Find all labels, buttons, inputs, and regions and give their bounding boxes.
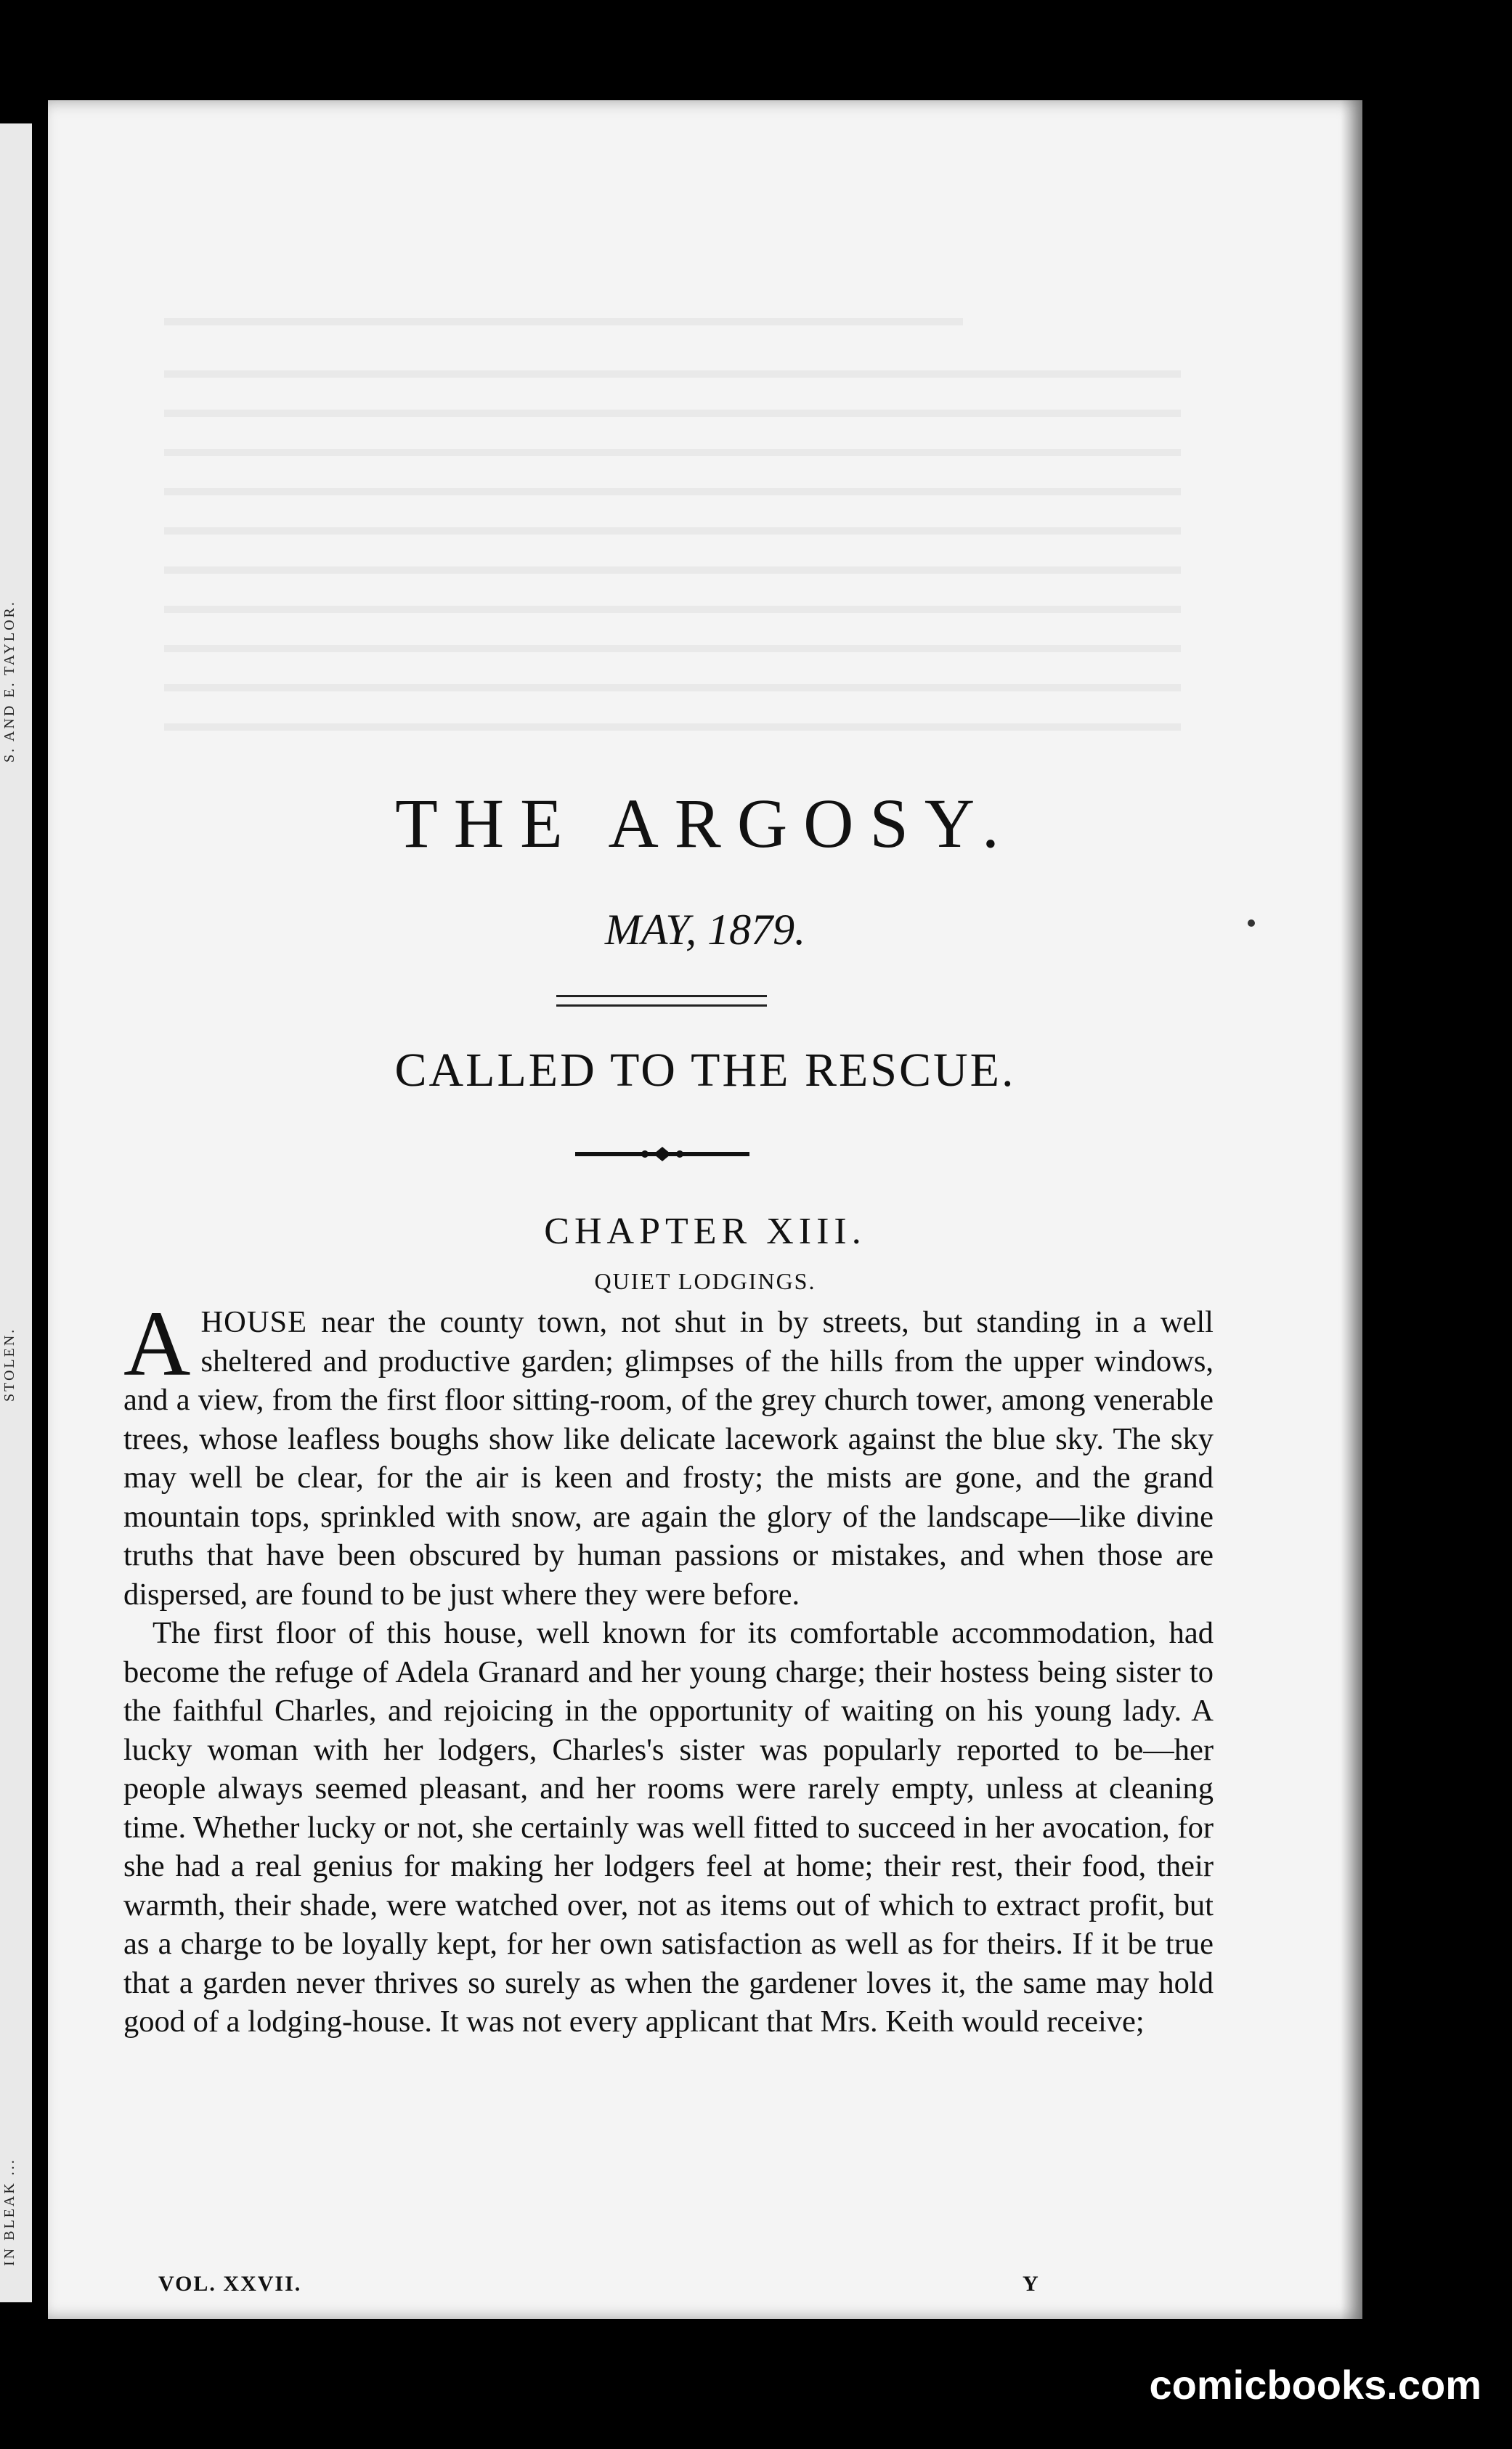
chapter-subtitle: QUIET LODGINGS. xyxy=(594,1268,816,1294)
ink-speck xyxy=(1248,919,1255,927)
bleed-through xyxy=(164,723,1181,731)
story-title: CALLED TO THE RESCUE. xyxy=(394,1044,1016,1097)
signature-mark: Y xyxy=(1023,2272,1039,2296)
spine-publisher-text: S. AND E. TAYLOR. xyxy=(1,600,17,763)
bleed-through xyxy=(164,645,1181,652)
double-rule-divider xyxy=(556,995,767,1007)
bleed-through xyxy=(164,684,1181,691)
lead-word: HOUSE xyxy=(200,1305,308,1339)
bleed-through xyxy=(164,410,1181,417)
watermark-text: comicbooks.com xyxy=(1149,2362,1481,2408)
paragraph-1 xyxy=(123,1292,1214,1614)
volume-footer: VOL. XXVII. xyxy=(158,2272,302,2296)
issue-date: MAY, 1879. xyxy=(604,906,806,954)
adjacent-page-edge xyxy=(0,123,32,2302)
spine-bottom-text: IN BLEAK ... xyxy=(1,2158,17,2266)
bleed-through xyxy=(164,527,1181,535)
bleed-through xyxy=(164,449,1181,456)
paragraph-1-text: near the county town, not shut in by streets, but standing in a well sheltered and productive garden; glimpses of the hills from the upper windows, and a view, from the first floor sitting-room, of the grey church tower, among venerable trees, whose leafless boughs show like delicate lacework against the blue sky. The sky may well be clear, for the air is keen and frosty; the mists are gone, and the grand mountain tops, sprinkled with snow, are again the glory of the landscape—like divine truths that have been obscured by human passions or mistakes, and when those are dispersed, are found to be just where they were before. xyxy=(123,1305,1214,1612)
bleed-through xyxy=(164,370,1181,378)
bleed-through xyxy=(164,606,1181,613)
bleed-through xyxy=(164,318,963,325)
drop-cap: A xyxy=(123,1292,191,1395)
magazine-title: THE ARGOSY. xyxy=(395,784,1015,862)
chapter-heading: CHAPTER XIII. xyxy=(544,1211,866,1252)
paragraph-2: The first floor of this house, well known for its comfortable accommodation, had become the refuge of Adela Granard and her young charge; their hostess being sister to the faithful Charles, and rejoicing in the opportunity of waiting on his young lady. A lucky woman with her lodgers, Charles's sister was popularly reported to be—her people always seemed pleasant, and her rooms were rarely empty, unless at cleaning time. Whether lucky or not, she certainly was well fitted to succeed in her avocation, for she had a real genius for making her lodgers feel at home; their rest, their food, their warmth, their shade, were watched over, not as items out of which to extract profit, but as a charge to be loyally kept, for her own satisfaction as well as for theirs. If it be true that a garden never thrives so surely as when the gardener loves it, the same may hold good of a lodging-house. It was not every applicant that Mrs. Keith would receive; xyxy=(123,1616,1214,2039)
spine-story-text: STOLEN. xyxy=(1,1327,17,1402)
magazine-page xyxy=(48,100,1362,2319)
ornament-divider xyxy=(575,1143,749,1165)
bleed-through xyxy=(164,566,1181,574)
bleed-through xyxy=(164,488,1181,495)
body-text xyxy=(123,1292,1214,2042)
